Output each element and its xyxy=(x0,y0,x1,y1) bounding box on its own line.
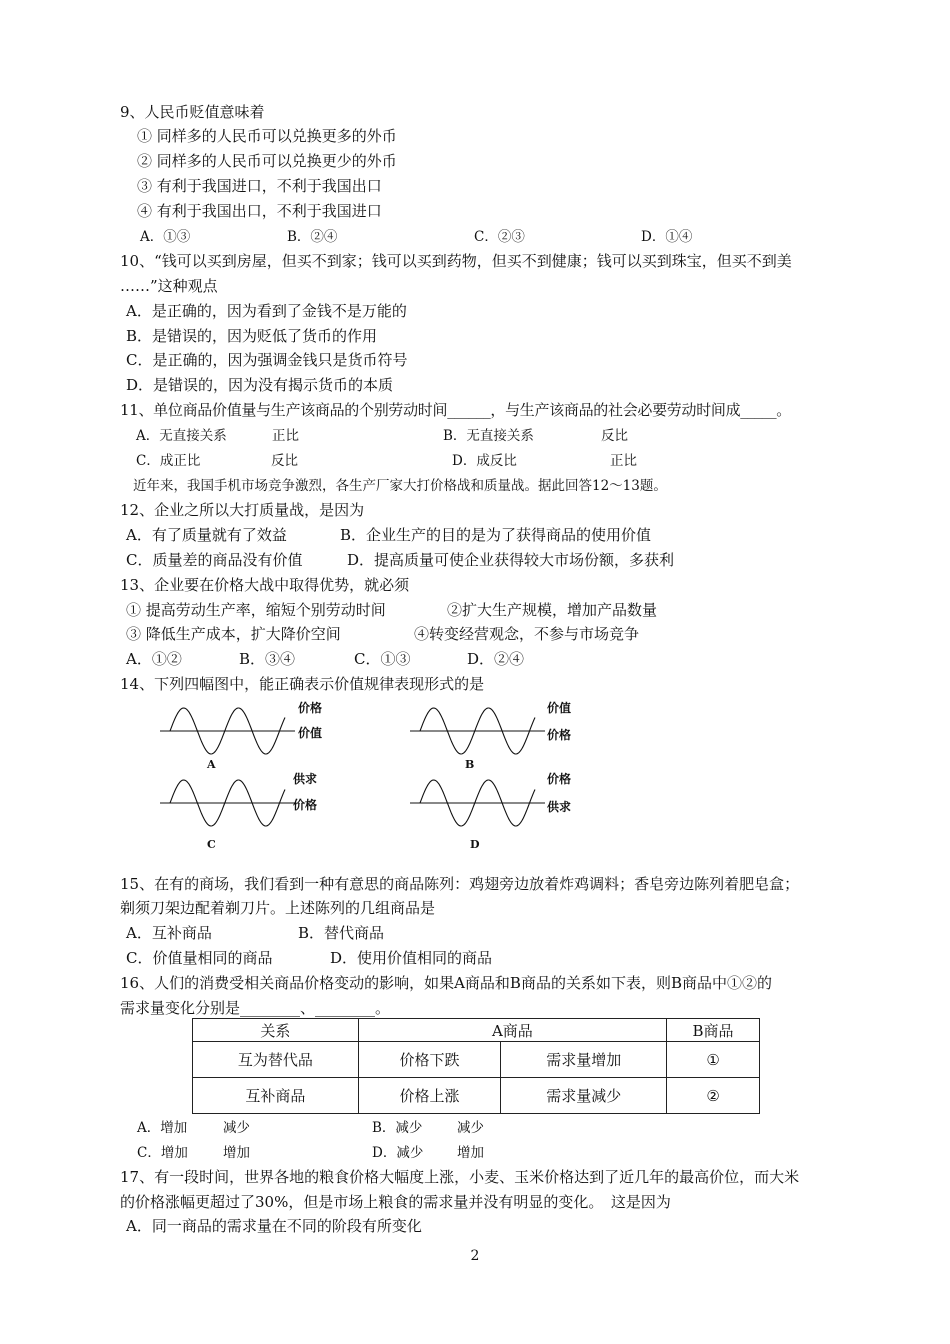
q13-item-3: ③ 降低生产成本，扩大降价空间 xyxy=(126,625,341,643)
q13-option-d: D．②④ xyxy=(467,650,525,668)
q11-option-b-rel: 反比 xyxy=(601,428,628,444)
q15-option-c: C．价值量相同的商品 xyxy=(126,949,273,967)
table-cell: 互补商品 xyxy=(193,1078,359,1114)
q11-option-d: D．成反比 xyxy=(452,453,517,469)
page-number: 2 xyxy=(470,1248,480,1264)
q16-option-a: A．增加 xyxy=(137,1120,188,1136)
graph-b-wave-label: 价值 xyxy=(547,701,572,715)
q13-item-2: ②扩大生产规模，增加产品数量 xyxy=(447,601,658,619)
q12-stem: 12、企业之所以大打质量战，是因为 xyxy=(120,501,365,519)
q12-13-intro: 近年来，我国手机市场竞争激烈，各生产厂家大打价格战和质量战。据此回答12～13题。 xyxy=(133,478,667,494)
graph-b-letter: B xyxy=(465,758,475,771)
q10-option-c: C．是正确的，因为强调金钱只是货币符号 xyxy=(126,351,408,369)
q17-option-a: A．同一商品的需求量在不同的阶段有所变化 xyxy=(126,1217,422,1235)
q16-option-c-rel: 增加 xyxy=(223,1145,250,1161)
q10-option-b: B．是错误的，因为贬低了货币的作用 xyxy=(126,327,378,345)
q12-option-c: C．质量差的商品没有价值 xyxy=(126,551,303,569)
graph-d-svg xyxy=(410,777,545,835)
q12-option-d: D．提高质量可使企业获得较大市场份额，多获利 xyxy=(347,551,675,569)
graph-b-line-label: 价格 xyxy=(547,728,572,742)
graph-c-svg xyxy=(160,777,295,835)
q13-stem: 13、企业要在价格大战中取得优势，就必须 xyxy=(120,576,410,594)
table-row xyxy=(193,1042,760,1078)
q15-option-d: D．使用价值相同的商品 xyxy=(330,949,493,967)
q9-option-c: C．②③ xyxy=(474,229,525,245)
q16-option-a-rel: 减少 xyxy=(223,1120,250,1136)
graph-a-letter: A xyxy=(207,758,216,771)
q16-stem-line1: 16、人们的消费受相关商品价格变动的影响，如果A商品和B商品的关系如下表，则B商品中①②的 xyxy=(120,974,772,992)
graph-c xyxy=(160,777,295,835)
q16-stem-line2: 需求量变化分别是________、________。 xyxy=(120,999,391,1017)
graph-b xyxy=(410,704,545,756)
q11-stem: 11、单位商品价值量与生产该商品的个别劳动时间______，与生产该商品的社会必要劳动时间成_____。 xyxy=(120,401,791,419)
q9-stem: 9、人民币贬值意味着 xyxy=(120,103,265,121)
table-header-row xyxy=(193,1019,760,1042)
table-cell: 需求量减少 xyxy=(501,1078,667,1114)
table-header-a: A商品 xyxy=(358,1019,666,1042)
q13-item-4: ④转变经营观念，不参与市场竞争 xyxy=(414,625,640,643)
q11-option-d-rel: 正比 xyxy=(610,453,637,469)
q16-option-d: D．减少 xyxy=(372,1145,424,1161)
q12-option-b: B．企业生产的目的是为了获得商品的使用价值 xyxy=(340,526,652,544)
table-cell: 价格下跌 xyxy=(358,1042,501,1078)
table-cell: 互为替代品 xyxy=(193,1042,359,1078)
table-cell: ② xyxy=(667,1078,760,1114)
q13-option-b: B．③④ xyxy=(239,650,296,668)
q11-option-b: B．无直接关系 xyxy=(443,428,534,444)
graph-a xyxy=(160,704,295,756)
q16-option-b: B．减少 xyxy=(372,1120,423,1136)
graph-d-letter: D xyxy=(470,838,480,851)
q9-item-1: ① 同样多的人民币可以兑换更多的外币 xyxy=(137,127,397,145)
q13-option-a: A．①② xyxy=(126,650,182,668)
graph-a-wave-label: 价格 xyxy=(298,701,323,715)
q13-option-c: C．①③ xyxy=(354,650,411,668)
q11-option-c: C．成正比 xyxy=(136,453,201,469)
q15-option-b: B．替代商品 xyxy=(298,924,385,942)
q17-stem-line1: 17、有一段时间，世界各地的粮食价格大幅度上涨，小麦、玉米价格达到了近几年的最高价位，而大米 xyxy=(120,1168,800,1186)
table-cell: 需求量增加 xyxy=(501,1042,667,1078)
q11-option-c-rel: 反比 xyxy=(271,453,298,469)
q9-option-a: A．①③ xyxy=(140,229,191,245)
q11-option-a: A．无直接关系 xyxy=(136,428,227,444)
q9-option-b: B．②④ xyxy=(287,229,338,245)
q10-option-d: D．是错误的，因为没有揭示货币的本质 xyxy=(126,376,394,394)
graph-c-letter: C xyxy=(207,838,216,851)
q14-stem: 14、下列四幅图中，能正确表示价值规律表现形式的是 xyxy=(120,675,485,693)
q16-option-d-rel: 增加 xyxy=(457,1145,484,1161)
q10-option-a: A．是正确的，因为看到了金钱不是万能的 xyxy=(126,302,407,320)
q9-item-3: ③ 有利于我国进口，不利于我国出口 xyxy=(137,177,382,195)
graph-d-wave-label: 价格 xyxy=(547,772,572,786)
q15-option-a: A．互补商品 xyxy=(126,924,212,942)
graph-b-svg xyxy=(410,704,545,756)
graph-d-line-label: 供求 xyxy=(547,800,572,814)
q15-stem-line2: 剃须刀架边配着剃刀片。上述陈列的几组商品是 xyxy=(120,899,436,917)
table-row xyxy=(193,1078,760,1114)
graph-d xyxy=(410,777,545,835)
q9-item-4: ④ 有利于我国出口，不利于我国进口 xyxy=(137,202,382,220)
q10-stem-line2: ……”这种观点 xyxy=(120,277,218,295)
q10-stem-line1: 10、“钱可以买到房屋，但买不到家；钱可以买到药物，但买不到健康；钱可以买到珠宝，但买不到美 xyxy=(120,252,792,270)
q9-item-2: ② 同样多的人民币可以兑换更少的外币 xyxy=(137,152,397,170)
q9-option-d: D．①④ xyxy=(641,229,693,245)
graph-a-line-label: 价值 xyxy=(298,726,323,740)
q16-option-b-rel: 减少 xyxy=(457,1120,484,1136)
q11-option-a-rel: 正比 xyxy=(272,428,299,444)
table-cell: 价格上涨 xyxy=(358,1078,501,1114)
table-header-relation: 关系 xyxy=(193,1019,359,1042)
q12-option-a: A．有了质量就有了效益 xyxy=(126,526,287,544)
q15-stem-line1: 15、在有的商场，我们看到一种有意思的商品陈列：鸡翅旁边放着炸鸡调料；香皂旁边陈列着肥皂盒； xyxy=(120,875,800,893)
q16-option-c: C．增加 xyxy=(137,1145,188,1161)
graph-c-wave-label: 供求 xyxy=(293,772,318,786)
q13-item-1: ① 提高劳动生产率，缩短个别劳动时间 xyxy=(126,601,386,619)
q17-stem-line2: 的价格涨幅更超过了30%，但是市场上粮食的需求量并没有明显的变化。 这是因为 xyxy=(120,1193,671,1211)
table-cell: ① xyxy=(667,1042,760,1078)
table-header-b: B商品 xyxy=(667,1019,760,1042)
graph-c-line-label: 价格 xyxy=(293,798,318,812)
relation-table xyxy=(192,1018,760,1114)
graph-a-svg xyxy=(160,704,295,756)
